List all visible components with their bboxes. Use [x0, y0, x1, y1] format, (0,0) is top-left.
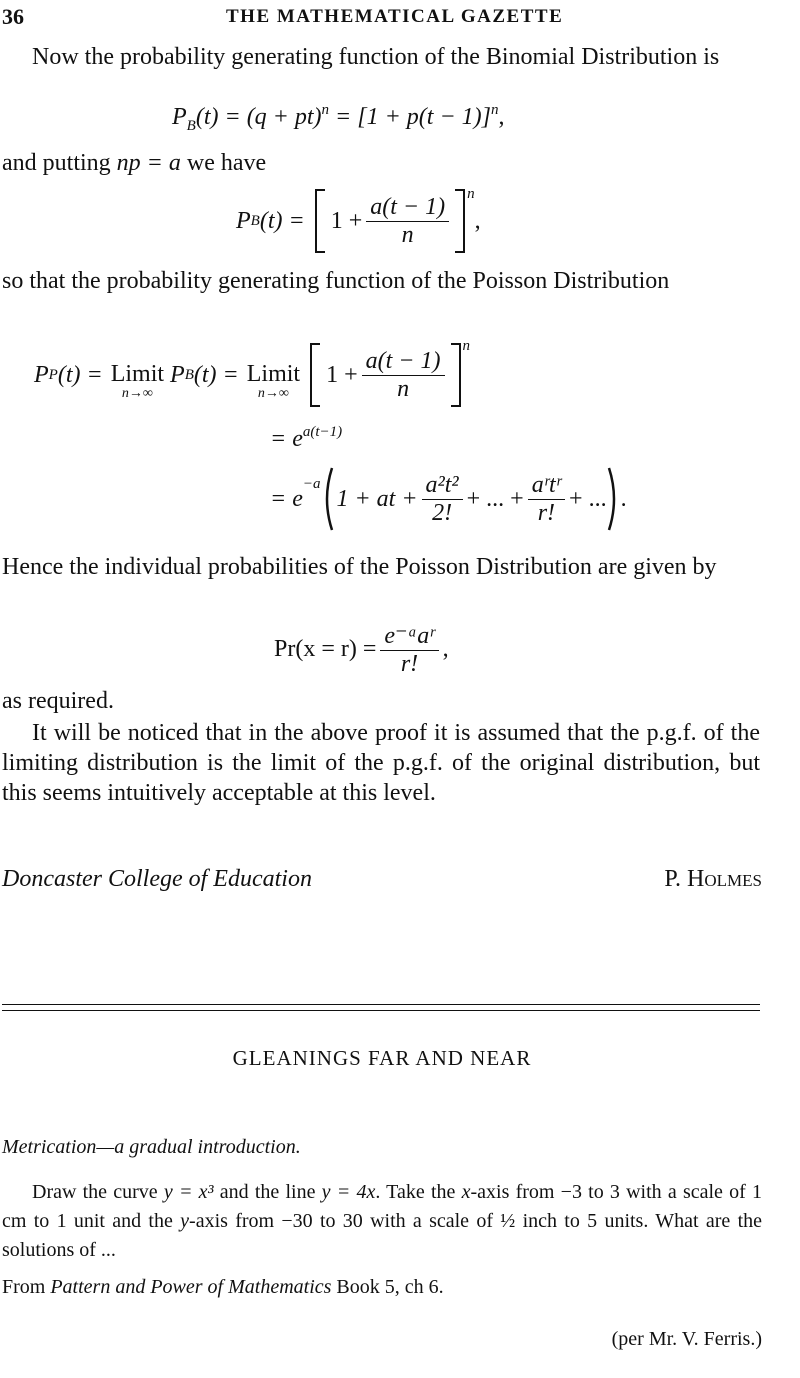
eq5-mid: + ... +	[466, 485, 524, 512]
body-p3: . Take the	[375, 1181, 462, 1203]
eq3-one-plus: 1 +	[326, 361, 358, 388]
eq6-num: e⁻ᵃaʳ	[384, 622, 435, 649]
eq3-limit-word-2: Limit	[246, 361, 301, 387]
source-suffix: Book 5, ch 6.	[331, 1276, 444, 1298]
eq5-one-plus-at: 1 + at +	[336, 485, 418, 512]
paragraph-individual-probabilities: Hence the individual probabilities of the Poisson Distribution are given by	[2, 554, 717, 580]
eq6-fraction	[380, 621, 438, 678]
eq5-num2: aʳtʳ	[531, 471, 562, 498]
eq6-den: r!	[380, 650, 438, 678]
paragraph-poisson-pgf: so that the probability generating function of the Poisson Distribution	[2, 268, 670, 294]
eq3-pb: P	[170, 361, 185, 388]
eq5-den2: r!	[528, 499, 565, 527]
gleanings-subtitle: Metrication—a gradual introduction.	[2, 1136, 301, 1158]
body-x: x	[461, 1181, 471, 1203]
page-header	[2, 4, 760, 32]
source-prefix: From	[2, 1276, 51, 1298]
journal-title: THE MATHEMATICAL GAZETTE	[226, 6, 564, 27]
equation-exponential	[270, 424, 342, 453]
paragraph-as-required: as required.	[2, 688, 114, 714]
eq2-lhs-arg: (t) =	[259, 207, 305, 234]
eq3-limit-under-1: n→∞	[121, 386, 153, 401]
eq3-limit-word-1: Limit	[110, 361, 165, 387]
affiliation: Doncaster College of Education	[2, 866, 312, 892]
eq1-lhs-arg: (t) = (q + pt)	[195, 104, 322, 130]
body-p2: and the line	[213, 1181, 322, 1203]
author: P. Holmes	[664, 866, 762, 892]
paragraph-binomial-pgf: Now the probability generating function of the Binomial Distribution is	[32, 44, 720, 70]
eq6-tail: ,	[442, 635, 449, 662]
right-bracket-icon	[449, 343, 463, 407]
eq3-exp: n	[462, 338, 470, 354]
eq3-lhs-arg: (t) =	[57, 361, 103, 388]
source-title: Pattern and Power of Mathematics	[50, 1276, 332, 1298]
equation-binomial-pgf	[172, 102, 504, 135]
eq1-exp1: n	[321, 102, 330, 118]
gleanings-source	[2, 1276, 444, 1299]
eq3-limit-1	[111, 362, 164, 402]
para2-suffix: we have	[180, 150, 267, 176]
eq3-fraction	[362, 348, 445, 403]
page-number: 36	[2, 4, 24, 29]
eq2-exp: n	[467, 186, 475, 202]
gleanings-credit: (per Mr. V. Ferris.)	[611, 1328, 762, 1350]
equation-poisson-limit	[34, 340, 470, 410]
eq5-fraction-1	[422, 472, 463, 527]
paragraph-conclusion: It will be noticed that in the above proof it is assumed that the p.g.f. of the limiting distribution is the limit of the p.g.f. of the original distribution, but this seems intuitively acceptable at this level.	[2, 720, 760, 806]
equation-binomial-a	[236, 188, 481, 254]
eq1-lhs-sub: B	[186, 118, 196, 134]
eq5-tail: .	[620, 485, 627, 512]
eq2-den: n	[366, 221, 449, 249]
section-divider-top	[2, 1004, 760, 1005]
eq3-pb-sub: B	[184, 366, 194, 383]
eq6-lhs: Pr(x = r) =	[274, 635, 377, 662]
left-paren-icon	[320, 467, 334, 531]
body-curve: y = x³	[163, 1181, 214, 1203]
eq3-lhs-sub: P	[48, 366, 58, 383]
eq5-end: + ...	[569, 485, 607, 512]
eq5-den1: 2!	[422, 499, 463, 527]
paragraph-putting	[2, 148, 266, 178]
body-p1: Draw the curve	[32, 1181, 164, 1203]
eq5-exp: −a	[302, 476, 321, 492]
eq5-eq: = e	[270, 485, 303, 512]
eq2-fraction	[366, 194, 449, 249]
left-bracket-icon	[313, 189, 327, 253]
eq3-num: a(t − 1)	[365, 347, 441, 374]
body-p6: inch to 5 units. What are the solutions of ...	[2, 1210, 762, 1261]
eq3-limit-2	[247, 362, 300, 402]
body-line: y = 4x	[321, 1181, 376, 1203]
eq1-exp2: n	[490, 102, 499, 118]
equation-series-expansion	[270, 466, 627, 532]
eq5-num1: a²t²	[425, 471, 459, 498]
body-p5: -axis from −30 to 30 with a scale of	[189, 1210, 501, 1232]
eq3-den: n	[362, 375, 445, 403]
equation-poisson-probability	[274, 616, 449, 682]
eq2-tail: ,	[474, 207, 481, 234]
eq3-limit-under-2: n→∞	[257, 386, 289, 401]
right-paren-icon	[607, 467, 621, 531]
eq2-one-plus: 1 +	[330, 207, 363, 234]
eq1-middle: = [1 + p(t − 1)]	[329, 104, 491, 130]
left-bracket-icon	[308, 343, 322, 407]
body-p4: -axis from −3 to 3 with a scale of 1 cm to 1 unit and the	[2, 1181, 762, 1232]
eq3-pb-arg: (t) =	[193, 361, 239, 388]
section-divider-bottom	[2, 1010, 760, 1011]
right-bracket-icon	[453, 189, 467, 253]
gleanings-body	[2, 1178, 762, 1265]
gleanings-heading: GLEANINGS FAR AND NEAR	[232, 1046, 532, 1070]
eq4-exp: a(t−1)	[302, 424, 343, 440]
eq2-lhs-sub: B	[250, 212, 260, 229]
eq2-lhs: P	[236, 207, 251, 234]
eq1-tail: ,	[498, 104, 505, 130]
eq5-fraction-2	[528, 472, 565, 527]
eq2-num: a(t − 1)	[370, 193, 446, 220]
body-half: ½	[500, 1210, 516, 1232]
eq4-eq: = e	[270, 426, 303, 452]
body-y: y	[180, 1210, 190, 1232]
para2-math: np = a	[116, 150, 181, 176]
eq1-lhs: P	[172, 104, 187, 130]
eq3-lhs: P	[34, 361, 49, 388]
para2-prefix: and putting	[2, 150, 117, 176]
